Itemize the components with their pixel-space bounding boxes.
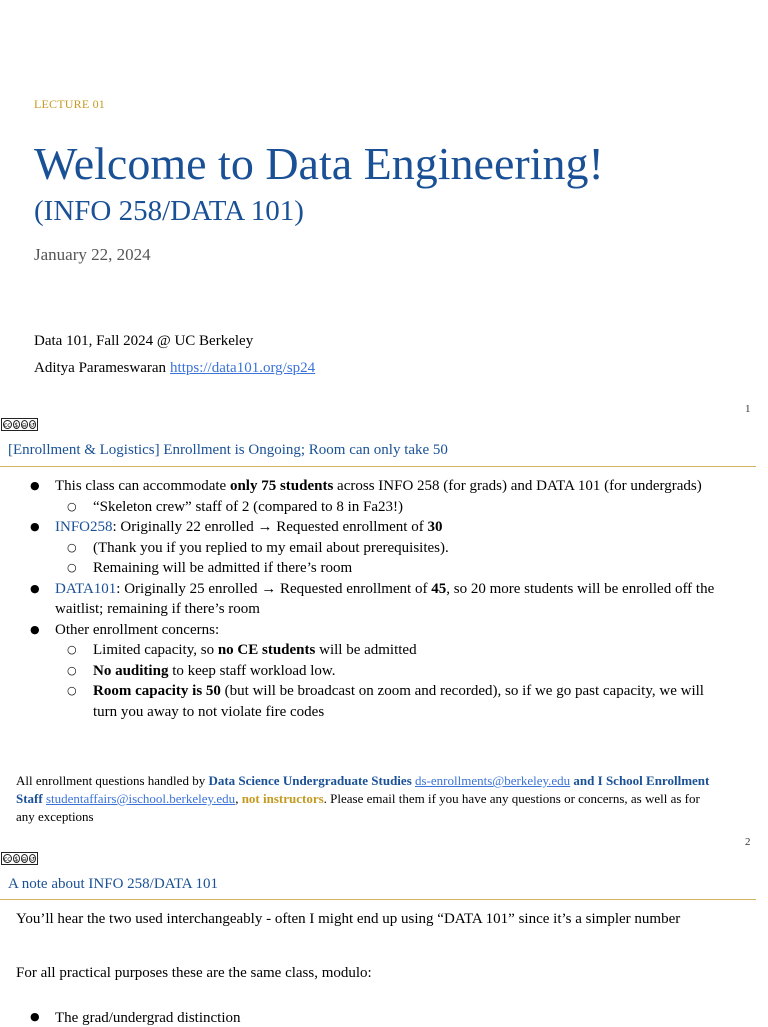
slide-title: Welcome to Data Engineering! [34,138,604,189]
author-line [34,360,315,377]
slide-title: A note about INFO 258/DATA 101 [8,876,219,892]
slide-body [16,908,736,984]
course-website-link[interactable]: https://data101.org/sp24 [170,360,316,376]
ds-enrollments-email-link[interactable]: ds-enrollments@berkeley.edu [415,773,571,788]
slide-title: [Enrollment & Logistics] Enrollment is Ongoing; Room can only take 50 [8,442,448,458]
page-number: 1 [745,403,751,415]
cc-license-icon: cc $ ⊖ ↺ [1,418,38,431]
list-item: ● The grad/undergrad distinction [30,1010,768,1027]
lecture-date: January 22, 2024 [34,245,151,264]
data101-label: DATA101 [55,580,117,597]
list-item: ○ “Skeleton crew” staff of 2 (compared to 8 in Fa23!) [30,497,730,518]
list-item: ○ Limited capacity, so no CE students will be admitted [30,640,730,661]
list-item: ● Other enrollment concerns: [30,620,730,641]
cc-license-icon: cc $ ⊖ ↺ [1,852,38,865]
list-item: ○ No auditing to keep staff workload low. [30,661,730,682]
bullet-list [30,476,730,722]
title-divider [0,466,756,467]
page-number: 2 [745,836,751,848]
author-name: Aditya Parameswaran [34,360,167,376]
course-line: Data 101, Fall 2024 @ UC Berkeley [34,333,254,349]
list-item: ○ Remaining will be admitted if there’s room [30,558,730,579]
enrollment-footnote: All enrollment questions handled by Data Science Undergraduate Studies ds-enrollments@berkeley.edu and I School Enrollment Staff studentaffairs@ischool.berkeley.edu, not instructors. Please email them if you have any questions or concerns, as well as for any exceptions [16,773,710,824]
list-item: ● INFO258: Originally 22 enrolled → Requested enrollment of 30 [30,517,730,538]
slide-subtitle: (INFO 258/DATA 101) [34,195,304,227]
list-item: ● This class can accommodate only 75 students across INFO 258 (for grads) and DATA 101 (for undergrads) [30,476,730,497]
paragraph: You’ll hear the two used interchangeably - often I might end up using “DATA 101” since it’s a simpler number [16,911,681,927]
list-item: ○ (Thank you if you replied to my email about prerequisites). [30,538,730,559]
list-item: ● DATA101: Originally 25 enrolled → Requested enrollment of 45, so 20 more students will be enrolled off the waitlist; remaining if there’s room [30,579,730,620]
paragraph: For all practical purposes these are the same class, modulo: [16,965,372,981]
list-item: ○ Room capacity is 50 (but will be broadcast on zoom and recorded), so if we go past capacity, we will turn you away to not violate fire codes [30,681,730,722]
lecture-label: LECTURE 01 [34,97,105,111]
studentaffairs-email-link[interactable]: studentaffairs@ischool.berkeley.edu [45,791,236,806]
title-divider [0,899,756,900]
info258-label: INFO258 [55,519,113,535]
